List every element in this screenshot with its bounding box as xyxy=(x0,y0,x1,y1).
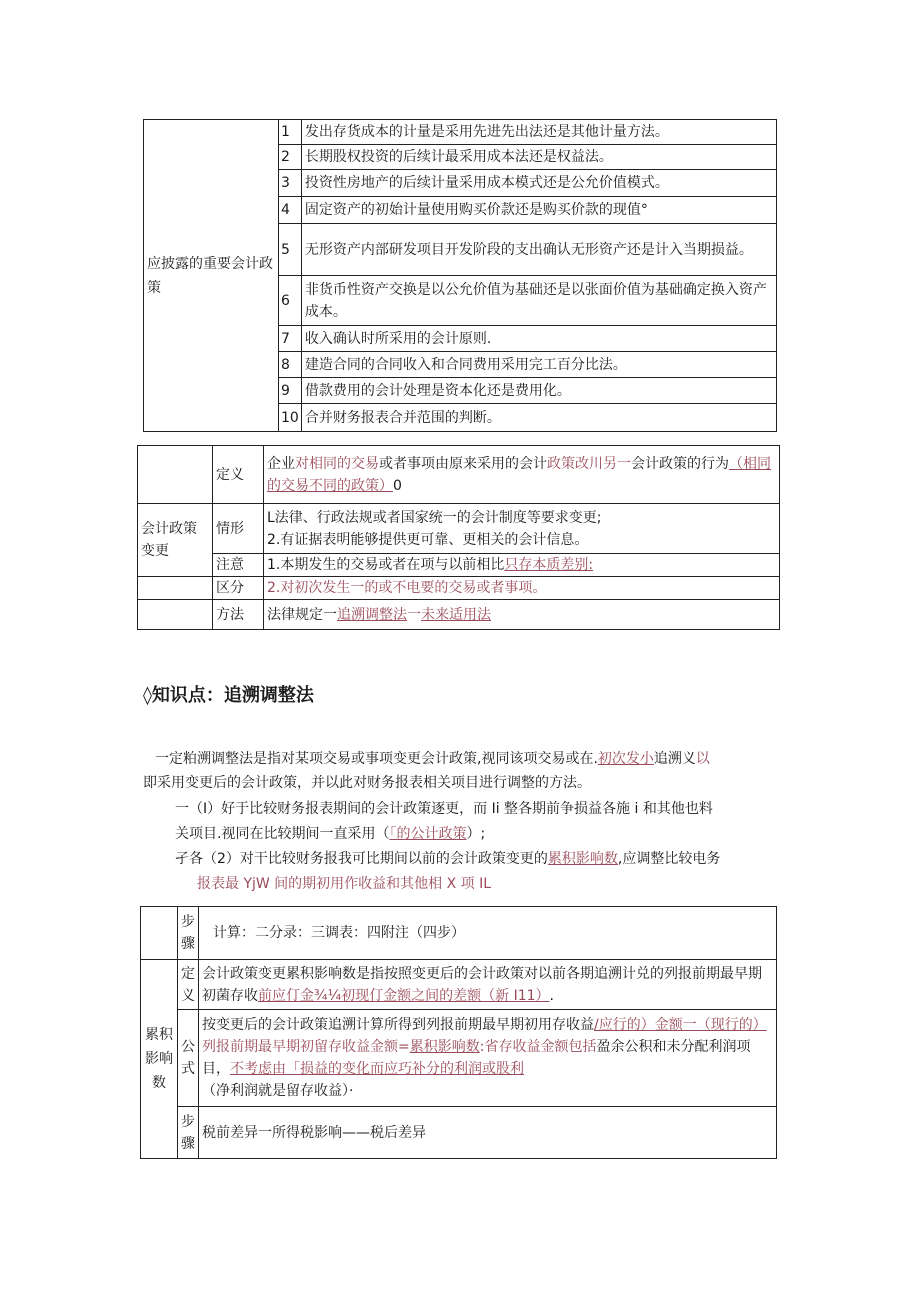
row-number: 7 xyxy=(279,326,302,352)
policy-row-text: 合并财务报表合并范围的判断。 xyxy=(301,404,776,432)
row-number: 10 xyxy=(279,404,302,432)
note-label: 注意 xyxy=(213,554,264,577)
cumulative-effect-table xyxy=(140,906,777,1159)
paragraph-definition: 一定粕溯调整法是指对某项交易或事项变更会计政策,视同该项交易或在.初次发小追溯义以 xyxy=(155,751,710,767)
row-number: 5 xyxy=(279,224,302,276)
row-number: 1 xyxy=(279,120,302,145)
row-number: 4 xyxy=(279,197,302,224)
header-steps-label: 步骤 xyxy=(178,907,199,960)
policy-row-text: 投资性房地产的后续计量采用成本模式还是公允价值模式。 xyxy=(301,170,776,197)
paragraph-item-1-cont: 关项目.视同在比较期间一直采用（「的公计政策）; xyxy=(175,826,486,842)
paragraph-definition-cont: 即采用变更后的会计政策，并以此对财务报表相关项目进行调整的方法。 xyxy=(143,775,591,791)
policy-row-text: 长期股权投资的后续计最采用成本法还是权益法。 xyxy=(301,145,776,170)
policy-row-text: 借款费用的会计处理是资本化还是费用化。 xyxy=(301,378,776,404)
policy-row-text: 无形资产内部研发项目开发阶段的支出确认无形资产还是计入当期损益。 xyxy=(301,224,776,276)
row-number: 6 xyxy=(279,276,302,326)
definition-label: 定义 xyxy=(213,446,264,504)
section-heading: ◊知识点：追溯调整法 xyxy=(143,685,314,706)
policy-row-text: 非货币性资产交换是以公允价值为基础还是以张面价值为基础确定换入资产成本。 xyxy=(301,276,776,326)
empty-cell xyxy=(141,907,178,960)
policy-row-text: 固定资产的初始计量使用购买价款还是购买价款的现值° xyxy=(301,197,776,224)
policy-category-cell: 应披露的重要会计政策 xyxy=(144,120,279,432)
formula-label: 公式 xyxy=(178,1010,199,1107)
situation-label: 情形 xyxy=(213,504,264,554)
policy-row-text: 收入确认时所采用的会计原则. xyxy=(301,326,776,352)
header-steps-text: 计算：二分录：三调表：四附注（四步） xyxy=(199,907,777,960)
empty-cell xyxy=(138,600,213,630)
cumulative-definition-text: 会计政策变更累积影响数是指按照变更后的会计政策对以前各期追溯计兑的列报前期最早期初菌存收前应仃金¾¼初现仃金额之间的差额（新 I11）. xyxy=(199,960,777,1010)
change-category-cell: 会计政策变更 xyxy=(138,504,213,577)
empty-cell xyxy=(138,577,213,600)
cumulative-definition-label: 定义 xyxy=(178,960,199,1010)
policy-row-text: 建造合同的合同收入和合同费用采用完工百分比法。 xyxy=(301,352,776,378)
formula-text: 按变更后的会计政策追溯计算所得到列报前期最早期初用存收益/应行的）金额一（现行的）列报前期最早期初留存收益金额=累积影响数:省存收益金额包括盈余公积和未分配利润项目，不考虑由「损益的变化而应巧补分的利润或股利 （净利润就是留存收益）· xyxy=(199,1010,777,1107)
cumulative-category-cell: 累积影响数 xyxy=(141,960,178,1159)
method-label: 方法 xyxy=(213,600,264,630)
method-text: 法律规定一追溯调整法一未来适用法 xyxy=(264,600,780,630)
situation-text: L法律、行政法规或者国家统一的会计制度等要求变更; 2.有证据表明能够提供更可靠、更相关的会计信息。 xyxy=(264,504,780,554)
row-number: 8 xyxy=(279,352,302,378)
paragraph-item-2: 孑各（2）对干比较财务报我可比期间以前的会计政策变更的累积影响数,应调整比较电务 xyxy=(175,851,721,867)
accounting-policy-table xyxy=(143,119,777,432)
steps-text: 税前差异一所得税影响——税后差异 xyxy=(199,1107,777,1159)
paragraph-item-1: 一（I）好于比较财务报表期间的会计政策逐更，而 Ii 整各期前争损益各施 i 和其他也料 xyxy=(175,801,713,817)
distinguish-label: 区分 xyxy=(213,577,264,600)
empty-cell xyxy=(138,446,213,504)
row-number: 2 xyxy=(279,145,302,170)
policy-row-text: 发出存货成本的计量是采用先进先出法还是其他计量方法。 xyxy=(301,120,776,145)
steps-label: 步骤 xyxy=(178,1107,199,1159)
row-number: 3 xyxy=(279,170,302,197)
paragraph-item-2-cont: 报表最 YjW 间的期初用作收益和其他相 X 项 IL xyxy=(197,876,492,892)
policy-change-table xyxy=(137,445,780,630)
row-number: 9 xyxy=(279,378,302,404)
definition-text: 企业对相同的交易或者事项由原来采用的会计政策改川另一会计政策的行为（相同的交易不同的政策）0 xyxy=(264,446,780,504)
distinguish-text: 2.对初次发生一的或不电要的交易或者事项。 xyxy=(264,577,780,600)
note-text: 1.本期发生的交易或者在项与以前相比只存本质差别: xyxy=(264,554,780,577)
